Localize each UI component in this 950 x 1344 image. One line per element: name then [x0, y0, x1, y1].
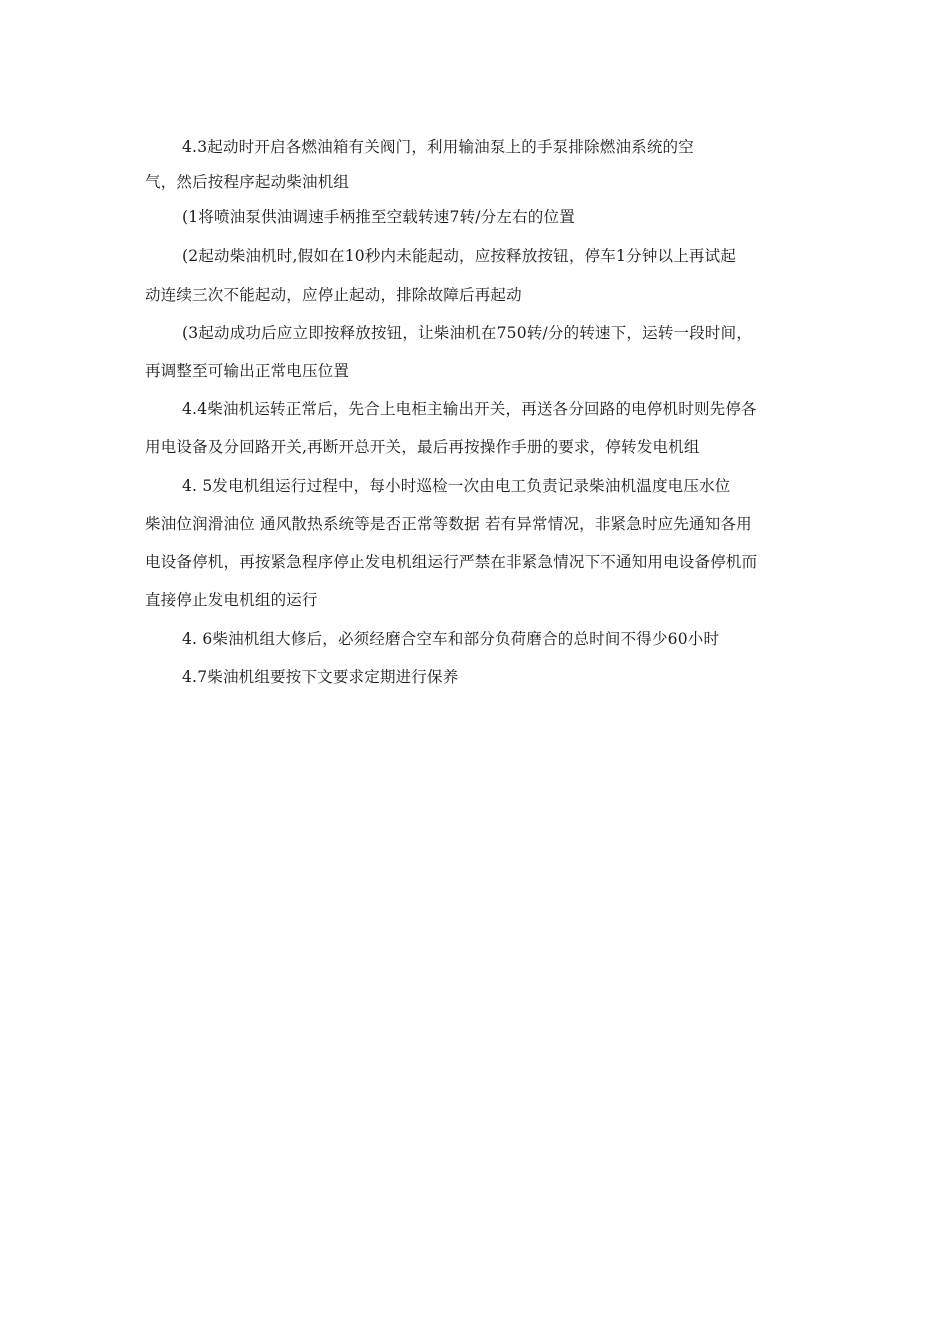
- paragraph-4-5-line-2: 柴油位润滑油位 通风散热系统等是否正常等数据 若有异常情况，非紧急时应先通知各用: [145, 515, 752, 533]
- step-2-line-1: (2起动柴油机时,假如在10秒内未能起动，应按释放按钮，停车1分钟以上再试起: [182, 247, 737, 265]
- step-1-line: (1将喷油泵供油调速手柄推至空载转速7转/分左右的位置: [182, 208, 575, 226]
- paragraph-4-5-line-1: 4. 5发电机组运行过程中，每小时巡检一次由电工负责记录柴油机温度电压水位: [182, 477, 731, 495]
- paragraph-4-5-line-3: 电设备停机，再按紧急程序停止发电机组运行严禁在非紧急情况下不通知用电设备停机而: [145, 553, 758, 571]
- paragraph-4-7-line: 4.7柴油机组要按下文要求定期进行保养: [182, 668, 459, 686]
- paragraph-4-4-line-1: 4.4柴油机运转正常后，先合上电柜主输出开关，再送各分回路的电停机时则先停各: [182, 400, 757, 418]
- step-3-line-1: (3起动成功后应立即按释放按钮，让柴油机在750转/分的转速下，运转一段时间，: [182, 324, 753, 342]
- paragraph-4-3-line-2: 气，然后按程序起动柴油机组: [145, 173, 350, 191]
- paragraph-4-6-line: 4. 6柴油机组大修后，必须经磨合空车和部分负荷磨合的总时间不得少60小时: [182, 630, 720, 648]
- step-3-line-2: 再调整至可输出正常电压位置: [145, 362, 350, 380]
- paragraph-4-3-line-1: 4.3起动时开启各燃油箱有关阀门，利用输油泵上的手泵排除燃油系统的空: [182, 138, 694, 156]
- paragraph-4-4-line-2: 用电设备及分回路开关,再断开总开关，最后再按操作手册的要求，停转发电机组: [145, 438, 700, 456]
- paragraph-4-5-line-4: 直接停止发电机组的运行: [145, 591, 318, 609]
- step-2-line-2: 动连续三次不能起动，应停止起动，排除故障后再起动: [145, 286, 522, 304]
